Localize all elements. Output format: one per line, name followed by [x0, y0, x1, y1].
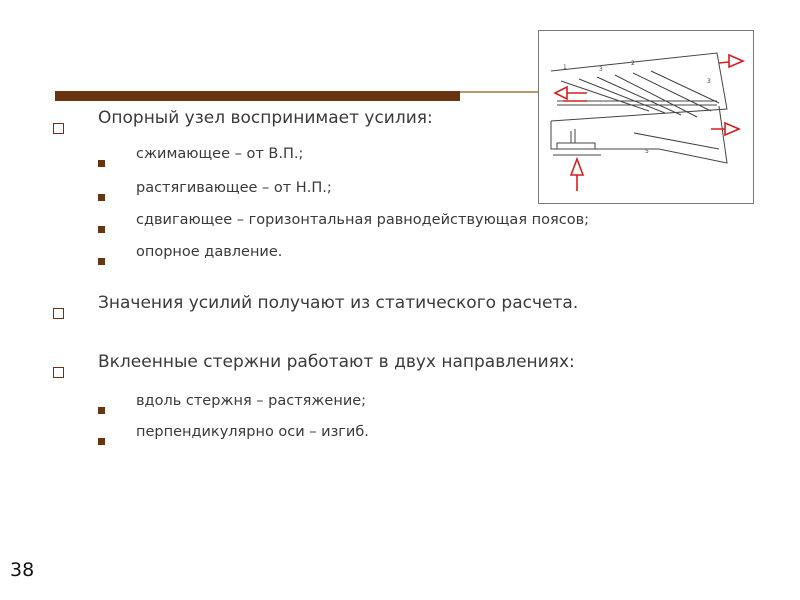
- bullet-text: сжимающее – от В.П.;: [136, 146, 304, 162]
- bullet-marker: [98, 258, 105, 265]
- bullet-text: вдоль стержня – растяжение;: [136, 393, 367, 409]
- bullet-marker: [53, 123, 64, 134]
- svg-text:3: 3: [599, 66, 603, 73]
- bullet-text: Опорный узел воспринимает усилия:: [98, 108, 433, 128]
- support-node-svg: [539, 31, 753, 203]
- svg-text:2: 2: [631, 60, 635, 67]
- bullet-marker: [53, 367, 64, 378]
- bullet-marker: [53, 308, 64, 319]
- title-divider-line: [460, 91, 540, 93]
- bullet-marker: [98, 226, 105, 233]
- bullet-text: Значения усилий получают из статического расчета.: [98, 293, 579, 313]
- bullet-text: опорное давление.: [136, 244, 283, 260]
- bullet-text: растягивающее – от Н.П.;: [136, 180, 332, 196]
- support-node-drawing: [538, 30, 754, 204]
- bullet-marker: [98, 194, 105, 201]
- page-number: 38: [10, 559, 35, 581]
- bullet-marker: [98, 407, 105, 414]
- bullet-text: сдвигающее – горизонтальная равнодействующая поясов;: [136, 212, 589, 228]
- bullet-marker: [98, 160, 105, 167]
- svg-text:5: 5: [645, 148, 649, 155]
- svg-text:3: 3: [707, 78, 711, 85]
- svg-text:1: 1: [563, 64, 567, 71]
- bullet-text: перпендикулярно оси – изгиб.: [136, 424, 369, 440]
- title-divider-bar: [55, 91, 460, 101]
- bullet-text: Вклеенные стержни работают в двух направлениях:: [98, 352, 575, 372]
- bullet-marker: [98, 438, 105, 445]
